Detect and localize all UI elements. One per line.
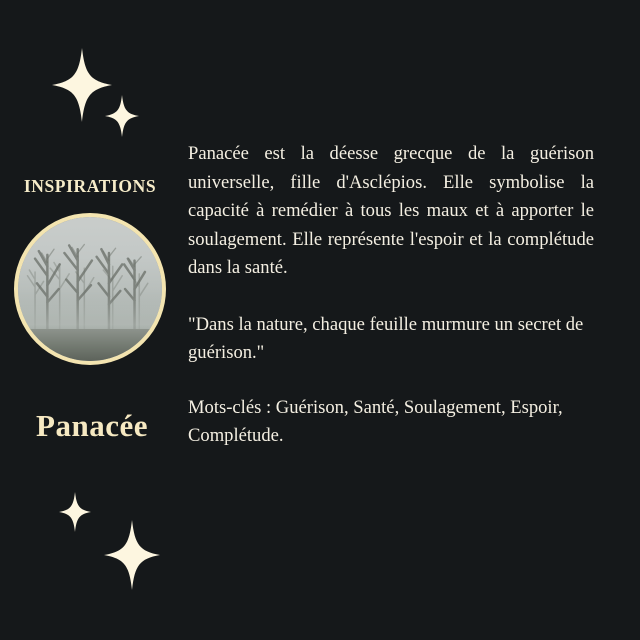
description-paragraph: Panacée est la déesse grecque de la guérison universelle, fille d'Asclépios. Elle symbolise la capacité à remédier à tous les maux et à apporter le soulagement. Elle représente l'espoir et la complétude dans la santé. <box>188 143 594 278</box>
figure-photo <box>14 213 166 365</box>
spacer <box>188 283 594 311</box>
body-text-column <box>188 140 594 451</box>
ground-strip <box>18 329 162 361</box>
spacer <box>188 368 594 394</box>
figure-name: Panacée <box>36 408 148 443</box>
section-label-inspirations: INSPIRATIONS <box>23 176 157 196</box>
left-column <box>0 0 180 640</box>
foggy-forest-photo <box>18 217 162 361</box>
quote-paragraph: "Dans la nature, chaque feuille murmure un secret de guérison." <box>188 313 584 363</box>
keywords-paragraph: Mots-clés : Guérison, Santé, Soulagement, Espoir, Complétude. <box>188 396 563 446</box>
